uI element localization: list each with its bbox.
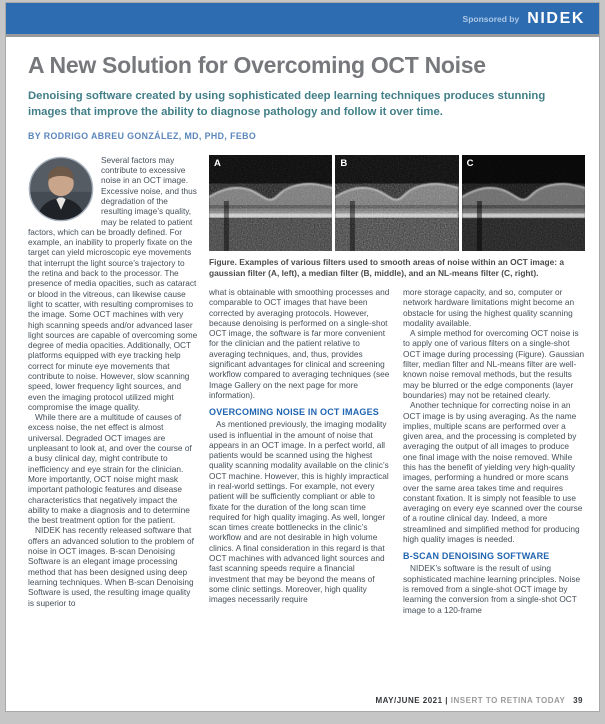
oct-panel-b [335,155,458,251]
oct-bscan-image [335,155,458,251]
columns-2-3 [209,155,585,615]
lower-columns [209,287,585,615]
footer-page-number: 39 [573,696,583,705]
oct-panel-c [462,155,585,251]
column-1 [28,155,198,615]
section-heading-bscan-denoising: B-SCAN DENOISING SOFTWARE [403,551,550,562]
article-columns [28,155,585,615]
oct-bscan-image [462,155,585,251]
column-2 [209,287,391,615]
section-heading-overcoming-noise: OVERCOMING NOISE IN OCT IMAGES [209,407,380,418]
figure-caption: Figure. Examples of various filters used to smooth areas of noise within an OCT image: a gaussian filter (A, left), a median filter (B, middle), and an NL-means filter (C, right). [209,256,565,278]
oct-panel-row [209,155,585,251]
oct-panel-a [209,155,332,251]
sponsor-banner [6,3,599,34]
paragraph: Another technique for correcting noise in an OCT image is by using averaging. As the name implies, multiple scans are performed over a given area, and the processing is completed by averaging the output of all images to produce one final image with the noise removed. While this has the benefit of yielding very high-quality images, performing a hundred or more scans over the same area takes time and requires constant fixation. It is simply not feasible to use averaging on every eye scanned over the course of a routine clinical day. Indeed, a more streamlined and simplified method for producing high quality images is needed. [403,400,583,545]
paragraph: NIDEK’s software is the result of using sophisticated machine learning principles. Noise is removed from a single-shot OCT image by learning the conversion from a single-shot OCT image to a 120-frame [403,563,581,615]
paragraph: more storage capacity, and so, computer or network hardware limitations might become an obstacle for using the highest quality scanning modality available. [403,286,575,328]
panel-label-b: B [340,157,348,169]
article-deck: Denoising software created by using sophisticated deep learning techniques produces stunning images that improve the ability to diagnose pathology and follow it over time. [28,90,546,119]
author-headshot-photo [28,156,94,222]
banner-divider [6,34,599,37]
paragraph: While there are a multitude of causes of excess noise, the net effect is almost universal. Degraded OCT images are unpleasant to look at, and over the course of a busy clinical day, might contribute to inefficiency and eye strain for the clinician. More importantly, OCT noise might mask important pathologic features and disease characteristics that negatively impact the ability to make a diagnosis and to determine the best treatment option for the patient. [28,412,192,526]
page-surface [5,2,600,712]
paragraph: A simple method for overcoming OCT noise is to apply one of various filters on a single-shot OCT image during processing (Figure). Gaussian filter, median filter and NL-means filter are well-known noise removal methods, but the results may be blurred or the edge components (layer boundaries) may not be retained clearly. [403,328,585,400]
oct-bscan-image [209,155,332,251]
article-byline: BY RODRIGO ABREU GONZÁLEZ, MD, PHD, FEBO [28,130,257,141]
article-title: A New Solution for Overcoming OCT Noise [28,52,486,78]
footer-issue: MAY/JUNE 2021 | [375,696,449,705]
sponsored-by-label: Sponsored by [462,13,520,24]
page-footer [375,696,583,705]
panel-label-a: A [214,157,221,169]
paragraph: what is obtainable with smoothing processes and comparable to OCT images that have been corrected by averaging protocols. However, because denoising is performed on a single-shot OCT image, the software is far more convenient for the clinician and the patient relative to averaging techniques, and, thus, provides significant advantages for clinical and screening workflow compared to averaging techniques (see Image Gallery on the next page for more information). [209,286,390,400]
paragraph: Several factors may contribute to excessive noise in an OCT image. Excessive noise, and thus degradation of the resulting image’s quality, may be related to patient factors, which can be broadly defined. For example, an inability to properly fixate on the target can yield microscopic eye movements that interrupt the light source’s trajectory to the retina and back to the processor. The presence of media opacities, such as cataract or blood in the vitreous, can likewise cause light to scatter, with resulting compromises to the image. Some OCT machines with very high scanning speeds and/or advanced laser light sources are capable of overcoming some degree of media opacities. Additionally, OCT platforms equipped with eye tracking help correct for minute eye movements that contribute to noise. However, slow scanning speed, lower frequency light sources, and even the imaging protocol utilized might compromise the image quality. [28,154,198,412]
paragraph: NIDEK has recently released software that offers an advanced solution to the problem of noise in OCT images. B-scan Denoising Software is an elegant image processing method that has been designed using deep learning techniques. When B-scan Denoising Software is used, the resulting image quality is superior to [28,525,194,608]
oct-figure [209,155,585,279]
column-3 [403,287,585,615]
article [6,52,599,615]
nidek-logo: NIDEK [527,9,585,27]
panel-label-c: C [466,157,474,169]
paragraph: As mentioned previously, the imaging modality used is influential in the amount of noise that appears in an OCT image. In a perfect world, all patients would be scanned using the highest quality scanning modality available on the clinic’s OCT machine. However, this is highly impractical in real-world settings. For example, not every patient will be sufficiently compliant or able to fixate for the duration of the long scan time required for high quality imaging. As well, longer scan times create bottlenecks in the clinic’s workflow and are not desirable in high volume clinics. A final consideration in this regard is that OCT machines with advanced light sources and fast scanning speeds require a financial investment that may be beyond the means of some clinic settings. Moreover, high quality images necessarily require [209,419,389,605]
footer-publication: INSERT TO RETINA TODAY [450,696,566,705]
